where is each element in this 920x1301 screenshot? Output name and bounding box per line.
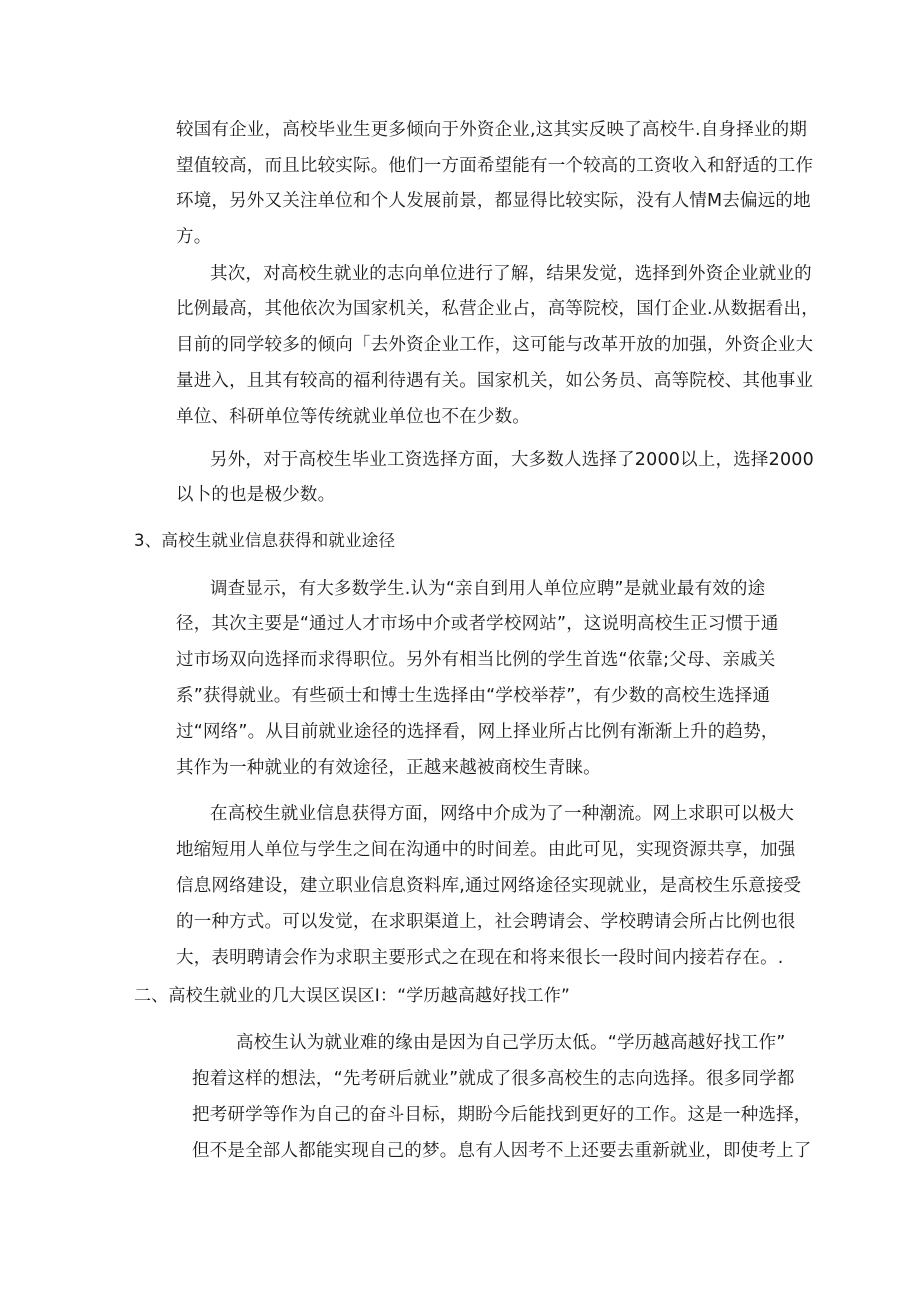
- paragraph-line: 较国有企业，高校毕业生更多倾向于外资企业,这其实反映了高校牛.自身择业的期: [176, 120, 808, 140]
- section-heading: 3、高校生就业信息获得和就业途径: [134, 531, 396, 550]
- paragraph-line: 方。: [176, 227, 212, 247]
- paragraph-line: 调查显示，有大多数学生.认为“亲自到用人单位应聘”是就业最有效的途: [210, 579, 766, 599]
- paragraph-line: 高校生认为就业难的缘由是因为自己学历太低。“学历越高越好找工作”: [236, 1033, 786, 1053]
- paragraph-line: 大，表明聘请会作为求职主要形式之在现在和将来很长一段时间内接若存在。.: [176, 948, 784, 968]
- paragraph-line: 其次，对高校生就业的志向单位进行了解，结果发觉，选择到外资企业就业的: [210, 264, 812, 284]
- paragraph-line: 抱着这样的想法，“先考研后就业”就成了很多高校生的志向选择。很多同学都: [192, 1069, 795, 1089]
- paragraph-line: 量进入，且其有较高的福利待遇有关。国家机关，如公务员、高等院校、其他事业: [176, 371, 814, 391]
- paragraph-line: 把考研学等作为自己的奋斗目标，期盼今后能找到更好的工作。这是一种选择，: [192, 1105, 812, 1125]
- paragraph-line: 其作为一种就业的有效途径，正越来越被商校生青睐。: [176, 758, 601, 778]
- paragraph-line: 以卜的也是极少数。: [176, 485, 336, 505]
- paragraph-line: 但不是全部人都能实现自己的梦。息有人因考不上还要去重新就业，即使考上了: [192, 1141, 812, 1161]
- paragraph-line: 过“网络”。从目前就业途径的选择看，网上择业所占比例有渐渐上升的趋势，: [176, 722, 779, 742]
- paragraph-line: 径，其次主要是“通过人才市场中介或者学校网站”，这说明高校生正习惯于通: [176, 614, 779, 634]
- chapter-heading: 二、高校生就业的几大误区误区I：“学历越高越好找工作”: [134, 986, 571, 1006]
- paragraph-line: 过市场双向选择而求得职位。另外有相当比例的学生首选“依靠;父母、亲戚关: [176, 650, 776, 670]
- paragraph-line: 单位、科研单位等传统就业单位也不在少数。: [176, 407, 530, 427]
- paragraph-line: 地缩短用人单位与学生之间在沟通中的时间差。由此可见，实现资源共享，加强: [176, 840, 796, 860]
- paragraph-line: 望值较高，而且比较实际。他们一方面希望能有一个较高的工资收入和舒适的工作: [176, 156, 814, 176]
- paragraph-line: 系”获得就业。有些硕士和博士生选择由“学校举荐”，有少数的高校生选择通: [176, 686, 771, 706]
- paragraph-line: 目前的同学较多的倾向「去外资企业工作，这可能与改革开放的加强，外资企业大: [176, 335, 814, 355]
- paragraph-line: 比例最高，其他依次为国家机关，私营企业占，高等院校，国仃企业.从数据看出，: [176, 299, 819, 319]
- paragraph-line: 信息网络建设，建立职业信息资料库,通过网络途径实现就业，是高校生乐意接受: [176, 876, 802, 896]
- paragraph-line: 环境，另外又关注单位和个人发展前景，都显得比较实际，没有人情M去偏远的地: [176, 191, 811, 211]
- paragraph-line: 另外，对于高校生毕业工资选择方面，大多数人选择了2000以上，选择2000: [210, 450, 814, 470]
- paragraph-line: 的一种方式。可以发觉，在求职渠道上，社会聘请会、学校聘请会所占比例也很: [176, 912, 796, 932]
- paragraph-line: 在高校生就业信息获得方面，网络中介成为了一种潮流。网上求职可以极大: [210, 804, 795, 824]
